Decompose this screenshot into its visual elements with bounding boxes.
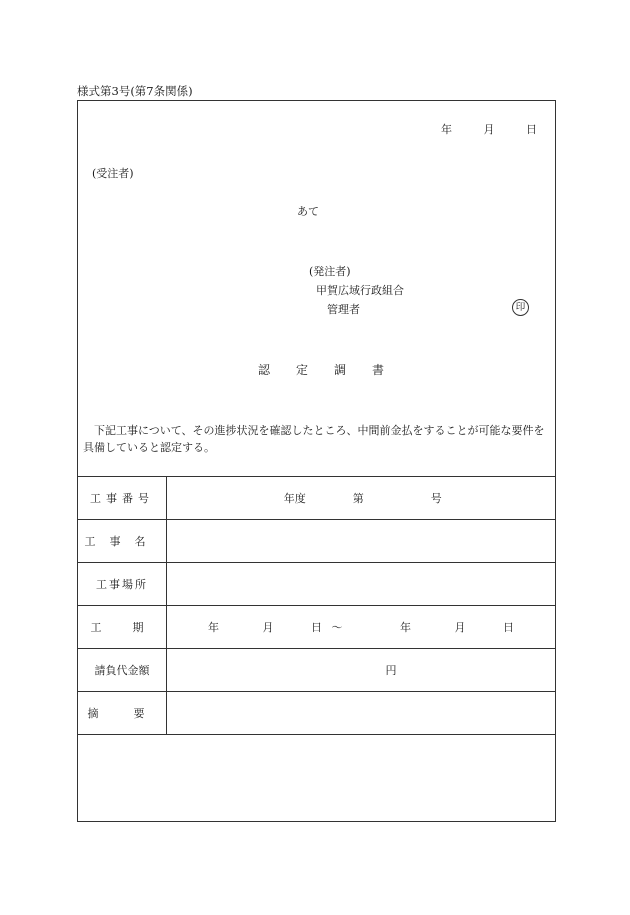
yen-unit: 円	[385, 664, 397, 677]
date-day: 日	[526, 123, 537, 136]
period-value[interactable]	[167, 606, 556, 649]
seal-mark: 印	[512, 299, 529, 316]
period-start-year: 年	[208, 621, 219, 634]
project-number-value[interactable]	[167, 477, 556, 520]
table-row	[78, 477, 556, 520]
project-details-table	[77, 476, 556, 735]
period-label: 工 期	[78, 606, 167, 649]
certification-text	[83, 422, 553, 456]
project-location-label: 工事場所	[78, 563, 167, 606]
fiscal-year-label: 年度	[283, 492, 306, 505]
document-title: 認定調書	[258, 363, 411, 377]
project-name-value[interactable]	[167, 520, 556, 563]
contractor-label: (受注者)	[92, 167, 134, 180]
orderer-label: (発注者)	[309, 265, 351, 278]
orderer-organization: 甲賀広域行政組合	[316, 284, 404, 297]
summary-value[interactable]	[167, 692, 556, 735]
period-end-day: 日	[503, 621, 514, 634]
period-tilde: ～	[331, 621, 343, 634]
table-row	[78, 563, 556, 606]
table-row	[78, 692, 556, 735]
certification-text-content: 下記工事について、その進捗状況を確認したところ、中間前金払をすることが可能な要件を具備していると認定する。	[83, 424, 545, 454]
addressee-suffix: あて	[297, 205, 319, 218]
summary-label: 摘 要	[78, 692, 167, 735]
table-row	[78, 520, 556, 563]
dai-label: 第	[352, 492, 364, 505]
go-label: 号	[430, 492, 442, 505]
project-name-label: 工事名	[78, 520, 167, 563]
certification-form	[77, 100, 556, 822]
period-end-year: 年	[400, 621, 411, 634]
period-start-day: 日	[311, 621, 322, 634]
date-year: 年	[441, 123, 452, 136]
date-month: 月	[483, 123, 495, 136]
issue-date	[441, 121, 537, 137]
project-location-value[interactable]	[167, 563, 556, 606]
period-end-month: 月	[454, 621, 466, 634]
table-row	[78, 606, 556, 649]
contract-amount-value[interactable]	[167, 649, 556, 692]
project-number-label: 工事番号	[78, 477, 167, 520]
table-row	[78, 649, 556, 692]
orderer-title: 管理者	[327, 303, 360, 316]
period-start-month: 月	[262, 621, 274, 634]
form-title: 様式第3号(第7条関係)	[77, 84, 193, 98]
contract-amount-label: 請負代金額	[78, 649, 167, 692]
